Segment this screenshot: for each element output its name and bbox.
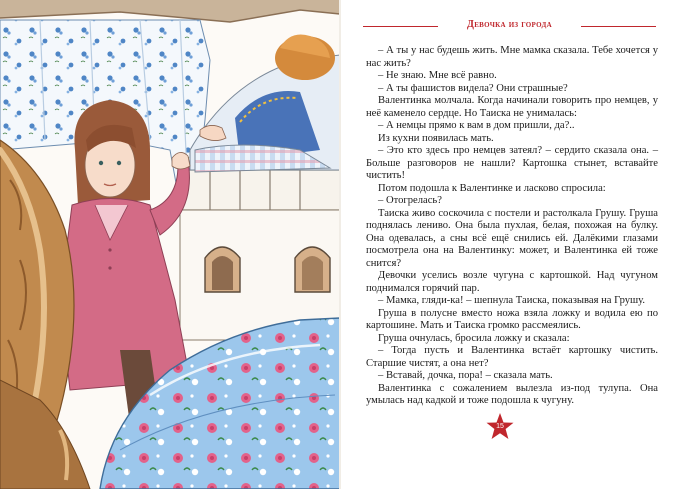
paragraph: – А ты фашистов видела? Они страшные? [378, 82, 568, 94]
paragraph: Потом подошла к Валентинке и ласково спросила: [378, 182, 606, 194]
paragraph: – Вставай, дочка, пора! – сказала мать. [378, 370, 553, 381]
paragraph: Груша очнулась, бросила ложку и сказала: [378, 332, 570, 344]
page-number: 15 [496, 423, 504, 430]
paragraph: – Тогда пусть и Валентинка встаёт картошку чистить. Старшие чистят, а она нет? [366, 345, 658, 369]
paragraph: Груша в полусне вместо ножа взяла ложку и водила ею по картошине. Мать и Таиска громко рассмеялись. [366, 307, 658, 331]
header-rule-right [581, 26, 656, 27]
paragraph: – Отогрелась? [378, 195, 442, 206]
paragraph: – Не знаю. Мне всё равно. [378, 70, 497, 81]
paragraph: – Мамка, гляди-ка! – шепнула Таиска, показывая на Грушу. [378, 295, 646, 306]
child-hand [200, 125, 226, 140]
header-rule-left [363, 26, 438, 27]
girl-hand [172, 152, 190, 169]
paragraph: Валентинка молчала. Когда начинали говорить про немцев, у неё каменело сердце. Но Таиска не унималась: [366, 95, 658, 119]
paragraph: – Это кто здесь про немцев затеял? – сердито сказала она. – Больше разговоров не нашли? Картошка стынет, вставайте чистить! [366, 145, 658, 181]
paragraph: Валентинка с сожалением вылезла из-под тулупа. Она умылась над кадкой и тоже подошла к чугуну. [366, 382, 658, 406]
paragraph: – А ты у нас будешь жить. Мне мамка сказала. Тебе хочется у нас жить? [366, 45, 658, 69]
stove-bench [180, 170, 340, 340]
paragraph: Таиска живо соскочила с постели и растолкала Грушу. Груша поднялась лениво. Она была пухлая, белая, похожая на булку. Она одевалась, а сны всё ещё снились ей. Далёкими глазами посмотрела она на Валентинку: может, и Валентинка ей тоже снится? [366, 207, 658, 269]
paragraph: Девочки уселись возле чугуна с картошкой. Над чугуном поднимался горячий пар. [366, 270, 658, 294]
paragraph: Из кухни появилась мать. [378, 132, 494, 144]
running-header [363, 18, 656, 34]
body-text [366, 45, 658, 408]
paragraph: – А немцы прямо к вам в дом пришли, да?.. [378, 120, 575, 131]
running-title: Девочка из города [467, 19, 552, 30]
book-gutter [339, 0, 341, 489]
